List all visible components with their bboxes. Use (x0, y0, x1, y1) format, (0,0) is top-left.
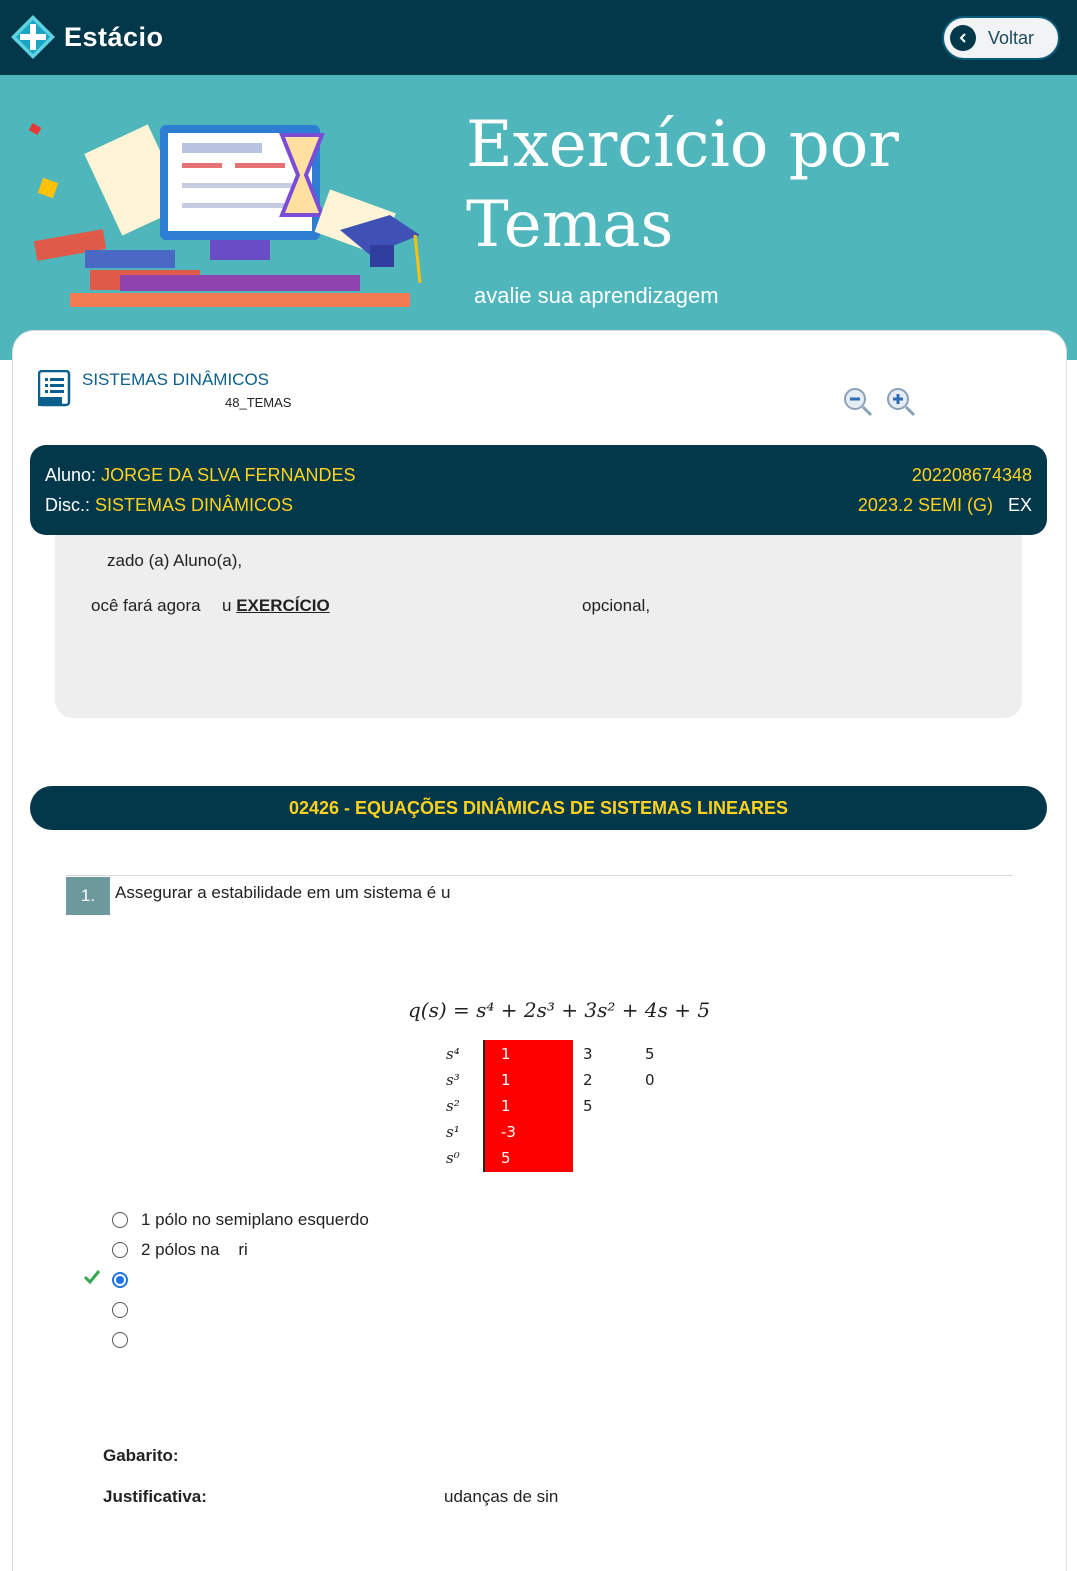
theme-title: 02426 - EQUAÇÕES DINÂMICAS DE SISTEMAS LINEARES (288, 797, 789, 818)
routh-cell-value: 0 (645, 1071, 655, 1089)
routh-first-column-value: 1 (501, 1071, 511, 1089)
theme-title-bar (30, 786, 1047, 830)
exercise-type: EX (1007, 495, 1032, 515)
justification-text: udanças de sin (444, 1487, 559, 1506)
answer-option[interactable] (112, 1325, 369, 1355)
student-id: 202208674348 (911, 465, 1032, 485)
hero-subtitle: avalie sua aprendizagem (474, 283, 719, 308)
intro-text-optional: opcional, (582, 596, 651, 615)
routh-first-column-value: 1 (501, 1097, 511, 1115)
routh-row-power: s³ (446, 1071, 460, 1089)
routh-first-column-value: -3 (501, 1123, 516, 1141)
zoom-in-icon[interactable] (885, 386, 917, 418)
hero-banner (0, 75, 1077, 360)
back-button-label: Voltar (988, 27, 1035, 48)
greeting-text: zado (a) Aluno(a), (107, 551, 243, 570)
answer-option[interactable] (112, 1295, 369, 1325)
radio-button[interactable] (112, 1302, 128, 1318)
intro-text: ocê fará agora (91, 596, 201, 615)
question-text: Assegurar a estabilidade em um sistema é u (115, 883, 451, 902)
routh-cell-value: 3 (583, 1045, 593, 1063)
intro-text-link-row (222, 596, 330, 616)
routh-first-column-value: 5 (501, 1149, 511, 1167)
discipline-name: SISTEMAS DINÂMICOS (95, 495, 294, 515)
routh-rows (446, 1040, 655, 1172)
student-label: Aluno: (45, 465, 97, 485)
routh-first-column-highlight (485, 1040, 573, 1172)
answer-option[interactable] (112, 1235, 369, 1265)
discipline-label: Disc.: (45, 495, 90, 515)
student-row (45, 465, 355, 486)
period-row (858, 495, 1032, 516)
hero-title: Exercício por Temas (466, 108, 899, 262)
answer-key-label: Gabarito: (103, 1446, 179, 1465)
routh-row-power: s² (446, 1097, 460, 1115)
answer-option[interactable] (112, 1205, 369, 1235)
top-bar (0, 0, 1077, 75)
correct-check-icon (83, 1269, 101, 1285)
routh-cell-value: 2 (583, 1071, 593, 1089)
exercise-link[interactable]: EXERCÍCIO (236, 596, 330, 615)
polynomial-formula: q(s) = s⁴ + 2s³ + 3s² + 4s + 5 (408, 998, 711, 1022)
intro-panel (55, 535, 1022, 718)
question-number: 1. (66, 877, 110, 915)
student-info-bar (30, 445, 1047, 535)
back-button[interactable] (942, 16, 1060, 60)
zoom-out-icon[interactable] (842, 386, 874, 418)
estacio-logo-icon (10, 14, 56, 60)
answer-options (112, 1205, 369, 1355)
routh-cell-value: 5 (645, 1045, 655, 1063)
discipline-row (45, 495, 293, 516)
radio-button[interactable] (112, 1212, 128, 1228)
study-illustration (20, 105, 460, 345)
brand-name: Estácio (64, 21, 164, 52)
radio-button[interactable] (112, 1272, 128, 1288)
document-list-icon (38, 370, 72, 408)
chevron-left-icon (950, 25, 976, 51)
intro-text-prefix: u (222, 596, 237, 615)
radio-button[interactable] (112, 1332, 128, 1348)
routh-row-power: s⁰ (446, 1149, 460, 1167)
routh-table-figure (408, 995, 748, 1175)
estacio-logo[interactable] (10, 14, 164, 60)
routh-cell-value: 5 (583, 1097, 593, 1115)
course-code: 48_TEMAS (225, 395, 292, 410)
routh-first-column-value: 1 (501, 1045, 511, 1063)
justification-label: Justificativa: (103, 1487, 207, 1506)
answer-option-label: 2 pólos na ri (141, 1240, 248, 1259)
course-name: SISTEMAS DINÂMICOS (82, 370, 270, 389)
radio-button[interactable] (112, 1242, 128, 1258)
answer-option[interactable] (112, 1265, 369, 1295)
period: 2023.2 SEMI (G) (857, 495, 993, 515)
student-name: JORGE DA SLVA FERNANDES (101, 465, 356, 485)
answer-option-label: 1 pólo no semiplano esquerdo (141, 1210, 369, 1229)
routh-row-power: s⁴ (446, 1045, 460, 1063)
routh-row-power: s¹ (446, 1123, 460, 1141)
divider (66, 875, 1012, 876)
